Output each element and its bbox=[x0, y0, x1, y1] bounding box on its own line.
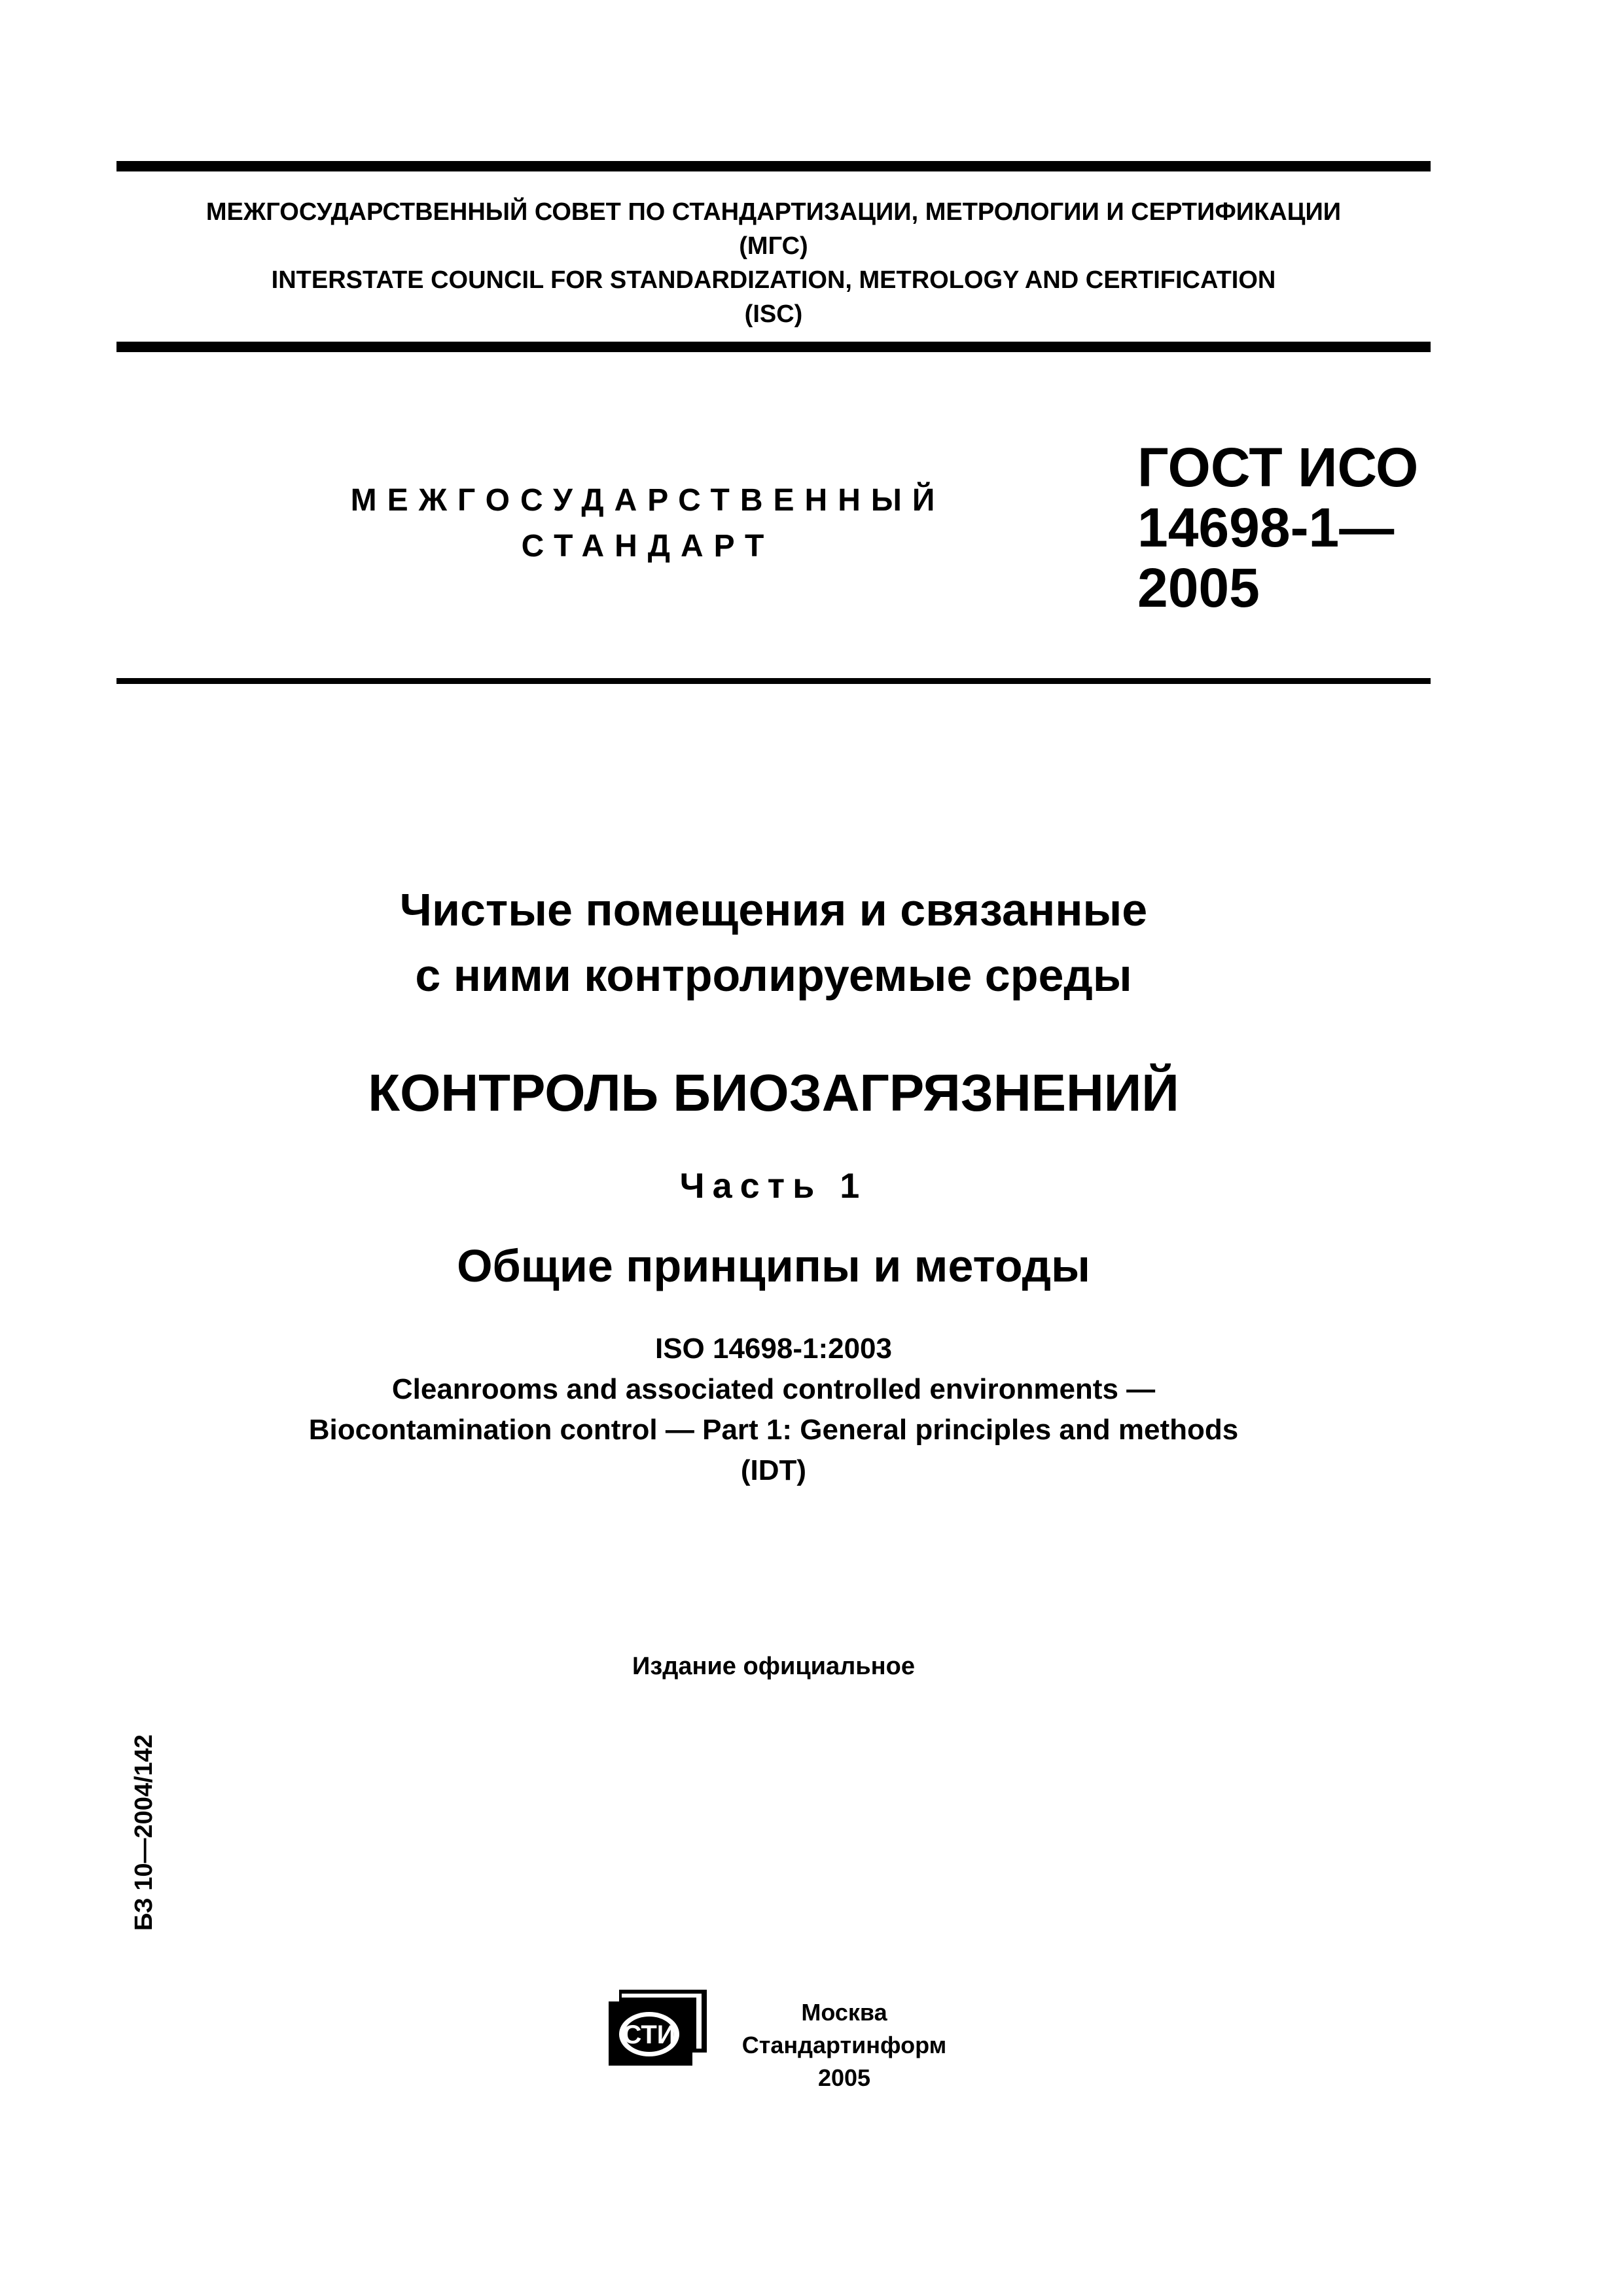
standard-type-line1: МЕЖГОСУДАРСТВЕННЫЙ bbox=[350, 483, 946, 518]
standard-type-line2: СТАНДАРТ bbox=[521, 529, 775, 564]
council-name-en: INTERSTATE COUNCIL FOR STANDARDIZATION, METROLOGY AND CERTIFICATION bbox=[271, 266, 1276, 294]
council-abbr-ru: (МГС) bbox=[739, 232, 808, 260]
council-name-ru: МЕЖГОСУДАРСТВЕННЫЙ СОВЕТ ПО СТАНДАРТИЗАЦИИ, МЕТРОЛОГИИ И СЕРТИФИКАЦИИ bbox=[205, 198, 1342, 226]
council-header bbox=[116, 195, 1431, 331]
council-abbr-en: (ISC) bbox=[744, 300, 803, 328]
part-label: Часть 1 bbox=[679, 1166, 868, 1206]
iso-title-line1: Cleanrooms and associated controlled environments — bbox=[391, 1373, 1156, 1405]
iso-reference bbox=[116, 1329, 1431, 1491]
publisher bbox=[733, 1996, 955, 2094]
title-main: КОНТРОЛЬ БИОЗАГРЯЗНЕНИЙ bbox=[368, 1064, 1179, 1122]
logo-icon bbox=[609, 1990, 707, 2068]
standard-number bbox=[1137, 437, 1478, 618]
standard-number-line3: 2005 bbox=[1137, 557, 1260, 619]
header-bottom-rule bbox=[116, 678, 1431, 684]
side-code-text: БЗ 10—2004/142 bbox=[130, 1734, 158, 1931]
council-rule bbox=[116, 342, 1431, 352]
iso-idt: (IDT) bbox=[740, 1454, 807, 1486]
iso-title-line2: Biocontamination control — Part 1: General principles and methods bbox=[308, 1414, 1239, 1446]
standard-number-line1: ГОСТ ИСО bbox=[1137, 437, 1419, 498]
title-ru bbox=[116, 877, 1431, 1008]
top-rule bbox=[116, 161, 1431, 171]
official-edition: Издание официальное bbox=[632, 1653, 915, 1680]
publisher-city: Москва bbox=[801, 1999, 887, 2026]
publisher-year: 2005 bbox=[817, 2064, 871, 2091]
iso-number: ISO 14698-1:2003 bbox=[654, 1333, 893, 1365]
title-ru-line1: Чистые помещения и связанные bbox=[399, 884, 1148, 935]
title-ru-line2: с ними контролируемые среды bbox=[415, 950, 1132, 1001]
standard-type bbox=[262, 478, 1034, 569]
publisher-logo bbox=[609, 1990, 707, 2068]
part-title: Общие принципы и методы bbox=[457, 1240, 1090, 1291]
logo-text: СТИ bbox=[622, 2020, 676, 2049]
standard-number-line2: 14698-1— bbox=[1137, 497, 1395, 558]
publisher-name: Стандартинформ bbox=[741, 2032, 947, 2058]
